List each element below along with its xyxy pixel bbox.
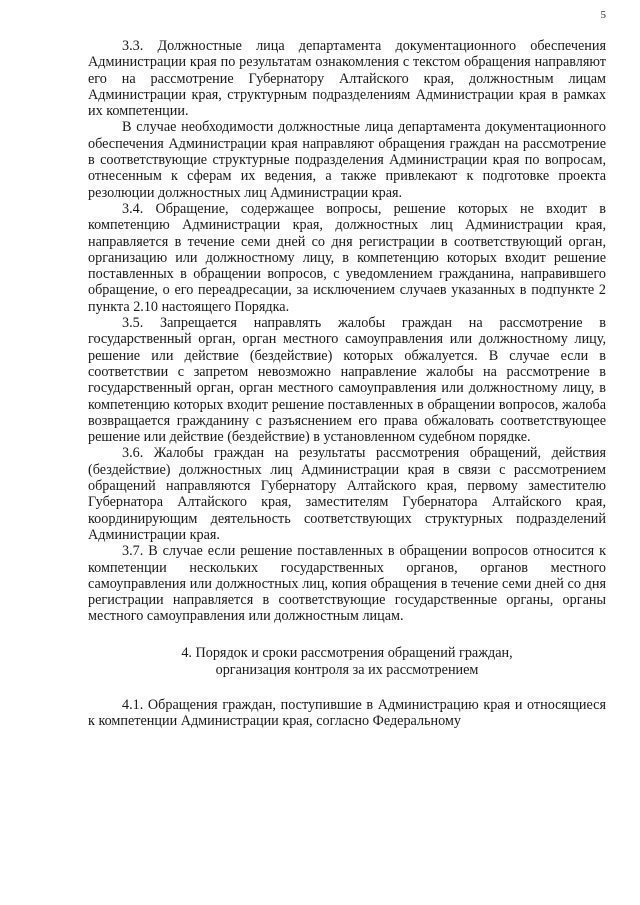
section-heading-line-1: 4. Порядок и сроки рассмотрения обращений граждан, bbox=[181, 644, 513, 661]
page-number: 5 bbox=[600, 9, 606, 21]
paragraph-3-6: 3.6. Жалобы граждан на результаты рассмотрения обращений, действия (бездействие) должностных лиц Администрации края в связи с рассмотрением обращений направляются Губернатору Алтайского края, первому заместителю Губернатора Алтайского края, заместителям Губернатора Алтайского края, координирующим деятельность соответствующих структурных подразделений Администрации края. bbox=[88, 445, 606, 543]
paragraph-3-3: 3.3. Должностные лица департамента документационного обеспечения Администрации края по результатам ознакомления с текстом обращения направляют его на рассмотрение Губернатору Алтайского края, должностным лицам Администрации края, структурным подразделениям Администрации края в рамках их компетенции. bbox=[88, 38, 606, 120]
paragraph-3-4: 3.4. Обращение, содержащее вопросы, решение которых не входит в компетенцию Администрации края, должностных лиц Администрации края, направляется в течение семи дней со дня регистрации в соответствующий орган, организацию или должностному лицу, в компетенцию которых входит решение поставленных в обращении вопросов, с уведомлением гражданина, направившего обращение, о его переадресации, за исключением случаев указанных в подпункте 2 пункта 2.10 настоящего Порядка. bbox=[88, 200, 606, 315]
section-heading bbox=[88, 625, 606, 697]
document-body bbox=[88, 38, 606, 729]
paragraph-3-5: 3.5. Запрещается направлять жалобы граждан на рассмотрение в государственный орган, орган местного самоуправления или должностному лицу, решение или действие (бездействие) которых обжалуется. В случае если в соответствии с запретом невозможно направление жалобы на рассмотрение в государственный орган, орган местного самоуправления или должностному лицу, в компетенцию которых входит решение поставленных в обращении вопросов, жалоба возвращается гражданину с разъяснением его права обжаловать соответствующее решение или действие (бездействие) в установленном судебном порядке. bbox=[88, 315, 606, 446]
paragraph-3-3-continued: В случае необходимости должностные лица департамента документационного обеспечения Администрации края направляют обращения граждан на рассмотрение в соответствующие структурные подразделения Администрации края по вопросам, отнесенным к сферам их ведения, а также привлекают к подготовке проекта резолюции должностных лиц Администрации края. bbox=[88, 119, 606, 201]
paragraph-3-7: 3.7. В случае если решение поставленных в обращении вопросов относится к компетенции нескольких государственных органов, органов местного самоуправления или должностных лиц, копия обращения в течение семи дней со дня регистрации направляется в соответствующие государственные органы, органы местного самоуправления или должностным лицам. bbox=[88, 543, 606, 625]
paragraph-4-1: 4.1. Обращения граждан, поступившие в Администрацию края и относящиеся к компетенции Администрации края, согласно Федеральному bbox=[88, 696, 606, 729]
section-heading-line-2: организация контроля за их рассмотрением bbox=[215, 661, 479, 678]
